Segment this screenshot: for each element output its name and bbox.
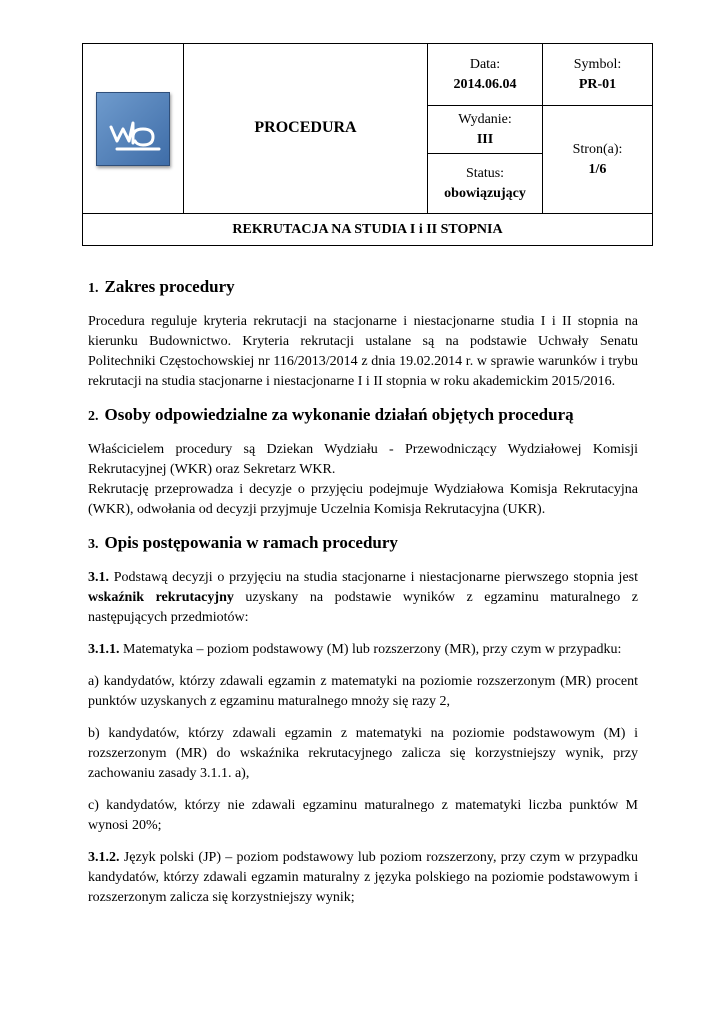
section-2-text-1: Właścicielem procedury są Dziekan Wydziału - Przewodniczący Wydziałowej Komisji Rekrutacyjnej (WKR) oraz Sekretarz WKR.: [88, 442, 638, 477]
faculty-logo: [96, 92, 170, 166]
date-cell: Data: 2014.06.04: [428, 44, 543, 106]
procedure-subject: REKRUTACJA NA STUDIA I i II STOPNIA: [83, 214, 653, 246]
paragraph-3-1-2: 3.1.2. Język polski (JP) – poziom podstawowy lub poziom rozszerzony, przy czym w przypadku kandydatów, którzy zdawali egzamin maturalny z języka polskiego na poziomie podstawowym i rozszerzonym zalicza się korzystniejszy wynik;: [88, 850, 638, 905]
section-1-text: Procedura reguluje kryteria rekrutacji na stacjonarne i niestacjonarne studia I i II stopnia na kierunku Budownictwo. Kryteria rekrutacji ustalane są na podstawie Uchwały Senatu Politechniki Częstochowskiej nr 116/2013/2014 z dnia 19.02.2014 r. w sprawie warunków i trybu rekrutacji na studia stacjonarne i niestacjonarne I i II stopnia w roku akademickim 2015/2016.: [88, 314, 638, 389]
edition-cell: Wydanie: III: [428, 106, 543, 154]
wb-logo-icon: [97, 93, 169, 165]
section-2-text-2: Rekrutację przeprowadza i decyzje o przyjęciu podejmuje Wydziałowa Komisja Rekrutacyjna (WKR), odwołania od decyzji przyjmuje Uczelnia Komisja Rekrutacyjna (UKR).: [88, 482, 638, 517]
section-heading-3: 3. Opis postępowania w ramach procedury: [88, 533, 398, 552]
header-table: [82, 43, 653, 246]
paragraph-b: b) kandydatów, którzy zdawali egzamin z matematyki na poziomie podstawowym (M) i rozszerzonym (MR) do wskaźnika rekrutacyjnego zalicza się korzystniejszy wynik, przy zachowaniu zasady 3.1.1. a),: [88, 726, 638, 781]
pages-cell: Stron(a): 1/6: [543, 106, 653, 214]
paragraph-a: a) kandydatów, którzy zdawali egzamin z matematyki na poziomie rozszerzonym (MR) procent punktów uzyskanych z egzaminu maturalnego mnoży się razy 2,: [88, 674, 638, 709]
procedure-title: PROCEDURA: [184, 44, 428, 214]
paragraph-c: c) kandydatów, którzy nie zdawali egzaminu maturalnego z matematyki liczba punktów M wynosi 20%;: [88, 798, 638, 833]
paragraph-3-1-1: 3.1.1. Matematyka – poziom podstawowy (M) lub rozszerzony (MR), przy czym w przypadku:: [88, 642, 622, 657]
paragraph-3-1: 3.1. Podstawą decyzji o przyjęciu na studia stacjonarne i niestacjonarne pierwszego stopnia jest wskaźnik rekrutacyjny uzyskany na podstawie wyników z egzaminu maturalnego z następujących przedmiotów:: [88, 570, 638, 625]
status-cell: Status: obowiązujący: [428, 154, 543, 214]
logo-cell: [83, 44, 184, 214]
symbol-cell: Symbol: PR-01: [543, 44, 653, 106]
section-heading-2: 2. Osoby odpowiedzialne za wykonanie działań objętych procedurą: [88, 405, 574, 424]
document-body: [88, 276, 638, 908]
section-heading-1: 1. Zakres procedury: [88, 277, 235, 296]
